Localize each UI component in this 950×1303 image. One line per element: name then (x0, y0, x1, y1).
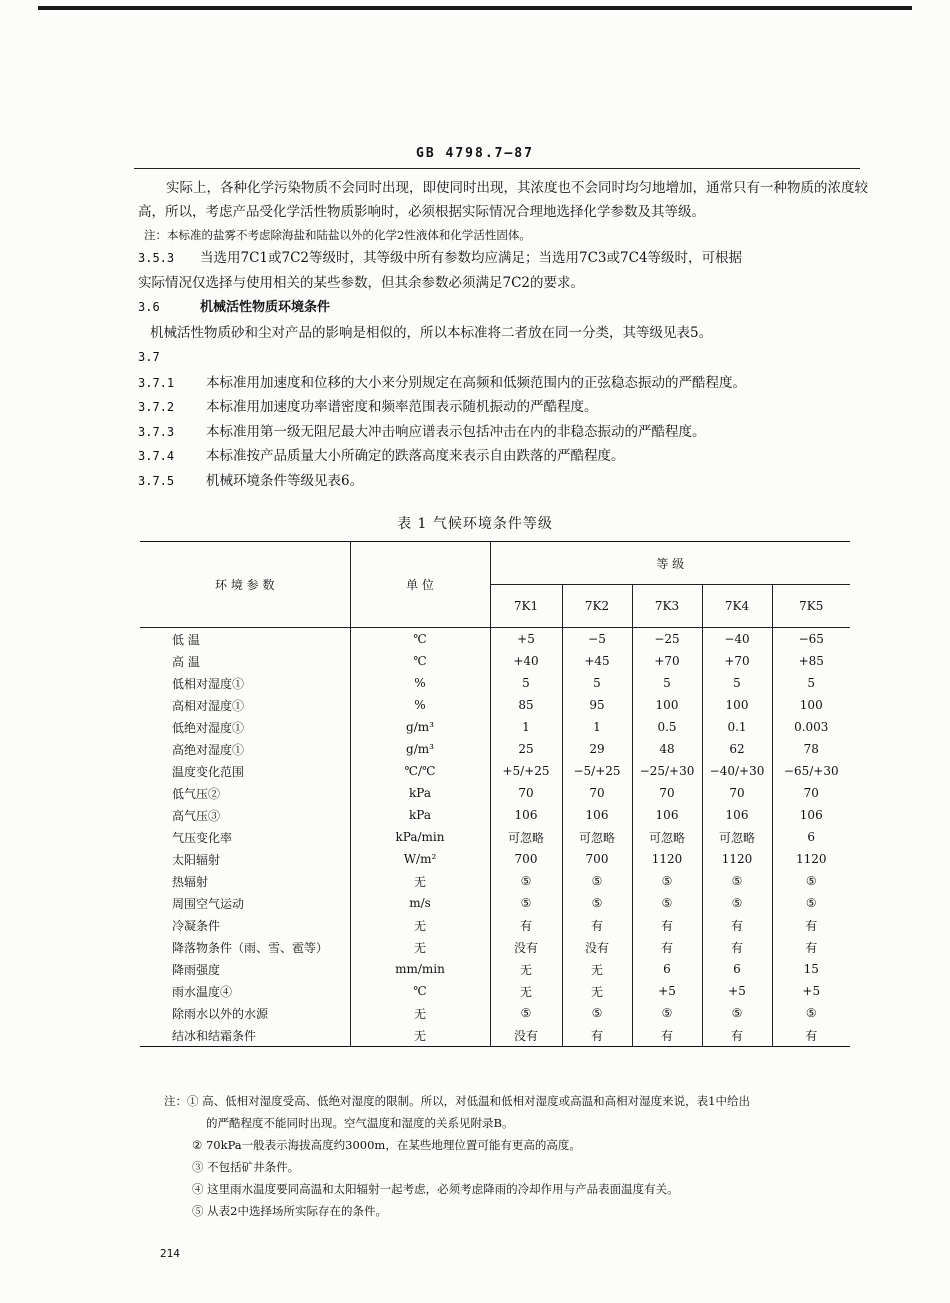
note-3: ③ 不包括矿井条件。 (192, 1160, 300, 1174)
header-rule (134, 168, 860, 169)
row-value-7k3: 6 (632, 958, 702, 980)
row-value-7k3: 1120 (632, 848, 702, 870)
row-value-7k1: ⑤ (490, 1002, 562, 1024)
row-value-7k1: 85 (490, 694, 562, 716)
row-parameter: 太阳辐射 (140, 848, 350, 870)
clause-3-5-3-cont: 实际情况仅选择与使用相关的某些参数，但其余参数必须满足7C2的要求。 (138, 274, 585, 291)
row-value-7k1: 70 (490, 782, 562, 804)
section-3-7: 3.7 (138, 350, 160, 364)
row-value-7k1: +5/+25 (490, 760, 562, 782)
header-parameter: 环 境 参 数 (140, 542, 350, 628)
row-value-7k3: +70 (632, 650, 702, 672)
table-title: 表 1 气候环境条件等级 (397, 516, 553, 532)
table-row (140, 826, 850, 848)
table-row (140, 848, 850, 870)
row-unit: 无 (350, 914, 490, 936)
row-value-7k4: ⑤ (702, 1002, 772, 1024)
row-value-7k4: ⑤ (702, 892, 772, 914)
row-value-7k4: −40/+30 (702, 760, 772, 782)
table-row (140, 958, 850, 980)
table-row (140, 870, 850, 892)
row-unit: 无 (350, 870, 490, 892)
row-value-7k1: 没有 (490, 1024, 562, 1047)
row-value-7k5: −65/+30 (783, 764, 839, 778)
header-grade-7k3: 7K3 (632, 585, 702, 628)
row-unit: 无 (350, 1024, 490, 1047)
row-value-7k2: 无 (562, 980, 632, 1002)
row-value-7k1: 没有 (490, 936, 562, 958)
row-unit: m/s (350, 892, 490, 914)
row-value-7k2: 29 (562, 738, 632, 760)
table-row (140, 914, 850, 936)
row-value-7k3: 5 (632, 672, 702, 694)
row-value-7k4: 62 (702, 738, 772, 760)
row-parameter: 降雨强度 (140, 958, 350, 980)
table-row (140, 804, 850, 826)
header-unit: 单 位 (350, 542, 490, 628)
row-value-7k2: 1 (562, 716, 632, 738)
row-value-7k4: ⑤ (702, 870, 772, 892)
row-value-7k3: ⑤ (632, 892, 702, 914)
row-value-7k2: 有 (562, 914, 632, 936)
table-row (140, 628, 850, 651)
table-row (140, 650, 850, 672)
row-value-7k5: 有 (772, 1024, 850, 1047)
row-value-7k3: 有 (632, 1024, 702, 1047)
standard-code-header: GB 4798.7—87 (416, 146, 534, 161)
row-value-7k3: 可忽略 (632, 826, 702, 848)
table-notes (164, 1090, 854, 1222)
note-1: 注：① 高、低相对湿度受高、低绝对湿度的限制。所以，对低温和低相对湿度或高温和高相对湿度来说，表1中给出 (164, 1094, 750, 1108)
row-value-7k2: 可忽略 (562, 826, 632, 848)
table-row (140, 782, 850, 804)
row-value-7k5: −65 (798, 632, 824, 646)
row-value-7k1: ⑤ (490, 870, 562, 892)
page-number: 214 (160, 1247, 180, 1260)
row-value-7k4: 1120 (702, 848, 772, 870)
row-value-7k4: 6 (702, 958, 772, 980)
row-unit: 无 (350, 936, 490, 958)
row-value-7k5: ⑤ (805, 896, 817, 910)
row-value-7k5: 1120 (795, 852, 827, 866)
note-2: ② 70kPa一般表示海拔高度约3000m，在某些地理位置可能有更高的高度。 (192, 1138, 581, 1152)
row-parameter: 气压变化率 (140, 826, 350, 848)
intro-paragraph: 实际上，各种化学污染物质不会同时出现，即使同时出现，其浓度也不会同时均匀地增加，通常只有一种物质的浓度较高，所以，考虑产品受化学活性物质影响时，必须根据实际情况合理地选择化学参数及其等级。 (138, 180, 868, 220)
row-value-7k5: 78 (803, 742, 819, 756)
row-value-7k3: ⑤ (632, 870, 702, 892)
row-value-7k5: 有 (805, 940, 818, 955)
climate-conditions-table (140, 541, 850, 1047)
row-parameter: 周围空气运动 (140, 892, 350, 914)
header-grade-7k2: 7K2 (562, 585, 632, 628)
row-value-7k1: 700 (490, 848, 562, 870)
clause-3-5-3: 3.5.3 当选用7C1或7C2等级时，其等级中所有参数均应满足；当选用7C3或7C4等级时，可根据 (138, 250, 743, 266)
row-unit: g/m³ (350, 738, 490, 760)
table-row (140, 694, 850, 716)
row-value-7k2: −5 (562, 628, 632, 651)
row-value-7k5: 有 (805, 918, 818, 933)
row-value-7k2: +45 (562, 650, 632, 672)
top-border-rule (38, 6, 912, 10)
note-5: ⑤ 从表2中选择场所实际存在的条件。 (192, 1204, 387, 1218)
row-value-7k4: +70 (702, 650, 772, 672)
row-parameter: 低相对湿度① (140, 672, 350, 694)
row-value-7k2: ⑤ (562, 870, 632, 892)
row-value-7k4: 100 (702, 694, 772, 716)
row-unit: kPa (350, 782, 490, 804)
row-value-7k2: 95 (562, 694, 632, 716)
section-3-6: 3.6 机械活性物质环境条件 (138, 300, 331, 315)
row-parameter: 冷凝条件 (140, 914, 350, 936)
row-value-7k3: 70 (632, 782, 702, 804)
row-parameter: 高相对湿度① (140, 694, 350, 716)
table-row (140, 936, 850, 958)
row-value-7k1: 无 (490, 980, 562, 1002)
row-value-7k5: ⑤ (805, 874, 817, 888)
row-value-7k3: −25 (632, 628, 702, 651)
row-value-7k4: 70 (702, 782, 772, 804)
row-value-7k5: +5 (802, 984, 821, 998)
row-value-7k3: +5 (632, 980, 702, 1002)
section-3-6-paragraph: 机械活性物质砂和尘对产品的影响是相似的，所以本标准将二者放在同一分类，其等级见表5。 (150, 324, 713, 341)
row-value-7k3: 有 (632, 936, 702, 958)
clause-3-7-5: 3.7.5 机械环境条件等级见表6。 (138, 472, 364, 489)
row-value-7k5: 100 (799, 698, 823, 712)
row-value-7k5: ⑤ (805, 1006, 817, 1020)
row-unit: ℃ (350, 980, 490, 1002)
table-row (140, 716, 850, 738)
row-value-7k4: +5 (702, 980, 772, 1002)
row-value-7k2: ⑤ (562, 892, 632, 914)
row-unit: 无 (350, 1002, 490, 1024)
row-parameter: 高气压③ (140, 804, 350, 826)
row-parameter: 降落物条件（雨、雪、雹等） (140, 936, 350, 958)
row-value-7k1: 无 (490, 958, 562, 980)
row-value-7k2: 700 (562, 848, 632, 870)
row-value-7k1: 106 (490, 804, 562, 826)
row-value-7k2: 没有 (562, 936, 632, 958)
table-row (140, 980, 850, 1002)
row-value-7k2: −5/+25 (562, 760, 632, 782)
header-grade: 等 级 (490, 542, 850, 585)
row-value-7k2: 106 (562, 804, 632, 826)
row-unit: kPa/min (350, 826, 490, 848)
table-row (140, 738, 850, 760)
row-unit: % (350, 694, 490, 716)
clause-3-7-4: 3.7.4 本标准按产品质量大小所确定的跌落高度来表示自由跌落的严酷程度。 (138, 448, 625, 464)
row-parameter: 热辐射 (140, 870, 350, 892)
row-parameter: 低气压② (140, 782, 350, 804)
clause-3-7-2: 3.7.2 本标准用加速度功率谱密度和频率范围表示随机振动的严酷程度。 (138, 399, 598, 415)
header-grade-7k5: 7K5 (772, 585, 850, 628)
row-parameter: 结冰和结霜条件 (140, 1024, 350, 1047)
row-value-7k1: 可忽略 (490, 826, 562, 848)
row-unit: W/m² (350, 848, 490, 870)
row-parameter: 温度变化范围 (140, 760, 350, 782)
intro-note: 注：本标准的盐雾不考虑除海盐和陆盐以外的化学2性液体和化学活性固体。 (144, 228, 531, 242)
note-4: ④ 这里雨水温度要同高温和太阳辐射一起考虑，必须考虑降雨的冷却作用与产品表面温度有关。 (192, 1182, 679, 1196)
row-unit: kPa (350, 804, 490, 826)
table-row (140, 1024, 850, 1047)
row-value-7k3: −25/+30 (632, 760, 702, 782)
row-value-7k4: 有 (702, 936, 772, 958)
table-row (140, 1002, 850, 1024)
row-value-7k2: 70 (562, 782, 632, 804)
row-parameter: 低 温 (140, 628, 350, 651)
row-parameter: 高 温 (140, 650, 350, 672)
clause-3-7-3: 3.7.3 本标准用第一级无阻尼最大冲击响应谱表示包括冲击在内的非稳态振动的严酷程度。 (138, 423, 706, 440)
row-value-7k5: 5 (807, 676, 816, 690)
row-value-7k5: 15 (803, 962, 819, 976)
row-unit: g/m³ (350, 716, 490, 738)
header-grade-7k4: 7K4 (702, 585, 772, 628)
row-value-7k1: 有 (490, 914, 562, 936)
row-unit: mm/min (350, 958, 490, 980)
row-value-7k2: ⑤ (562, 1002, 632, 1024)
row-value-7k5: 106 (799, 808, 823, 822)
table-row (140, 760, 850, 782)
row-parameter: 雨水温度④ (140, 980, 350, 1002)
row-value-7k5: 6 (807, 830, 816, 844)
row-value-7k5: +85 (798, 654, 824, 668)
row-parameter: 低绝对湿度① (140, 716, 350, 738)
row-value-7k4: 可忽略 (702, 826, 772, 848)
row-unit: ℃ (350, 650, 490, 672)
row-value-7k1: +5 (490, 628, 562, 651)
header-grade-7k1: 7K1 (490, 585, 562, 628)
row-value-7k3: 100 (632, 694, 702, 716)
clause-3-7-1: 3.7.1 本标准用加速度和位移的大小来分别规定在高频和低频范围内的正弦稳态振动的严酷程度。 (138, 374, 746, 391)
row-value-7k5: 70 (803, 786, 819, 800)
row-value-7k1: ⑤ (490, 892, 562, 914)
row-unit: % (350, 672, 490, 694)
table-row (140, 672, 850, 694)
row-value-7k3: 有 (632, 914, 702, 936)
row-parameter: 除雨水以外的水源 (140, 1002, 350, 1024)
row-value-7k4: 5 (702, 672, 772, 694)
row-value-7k4: 106 (702, 804, 772, 826)
row-value-7k2: 有 (562, 1024, 632, 1047)
row-parameter: 高绝对湿度① (140, 738, 350, 760)
row-value-7k1: 1 (490, 716, 562, 738)
row-value-7k1: 25 (490, 738, 562, 760)
row-unit: ℃/℃ (350, 760, 490, 782)
row-value-7k2: 无 (562, 958, 632, 980)
row-unit: ℃ (350, 628, 490, 651)
table-row (140, 892, 850, 914)
row-value-7k4: 有 (702, 1024, 772, 1047)
row-value-7k1: +40 (490, 650, 562, 672)
row-value-7k4: −40 (702, 628, 772, 651)
row-value-7k3: ⑤ (632, 1002, 702, 1024)
row-value-7k4: 0.1 (702, 716, 772, 738)
row-value-7k2: 5 (562, 672, 632, 694)
body-text (138, 176, 868, 493)
row-value-7k1: 5 (490, 672, 562, 694)
note-1-cont: 的严酷程度不能同时出现。空气温度和湿度的关系见附录B。 (206, 1116, 514, 1130)
row-value-7k5: 0.003 (794, 720, 829, 734)
row-value-7k4: 有 (702, 914, 772, 936)
row-value-7k3: 48 (632, 738, 702, 760)
row-value-7k3: 0.5 (632, 716, 702, 738)
row-value-7k3: 106 (632, 804, 702, 826)
